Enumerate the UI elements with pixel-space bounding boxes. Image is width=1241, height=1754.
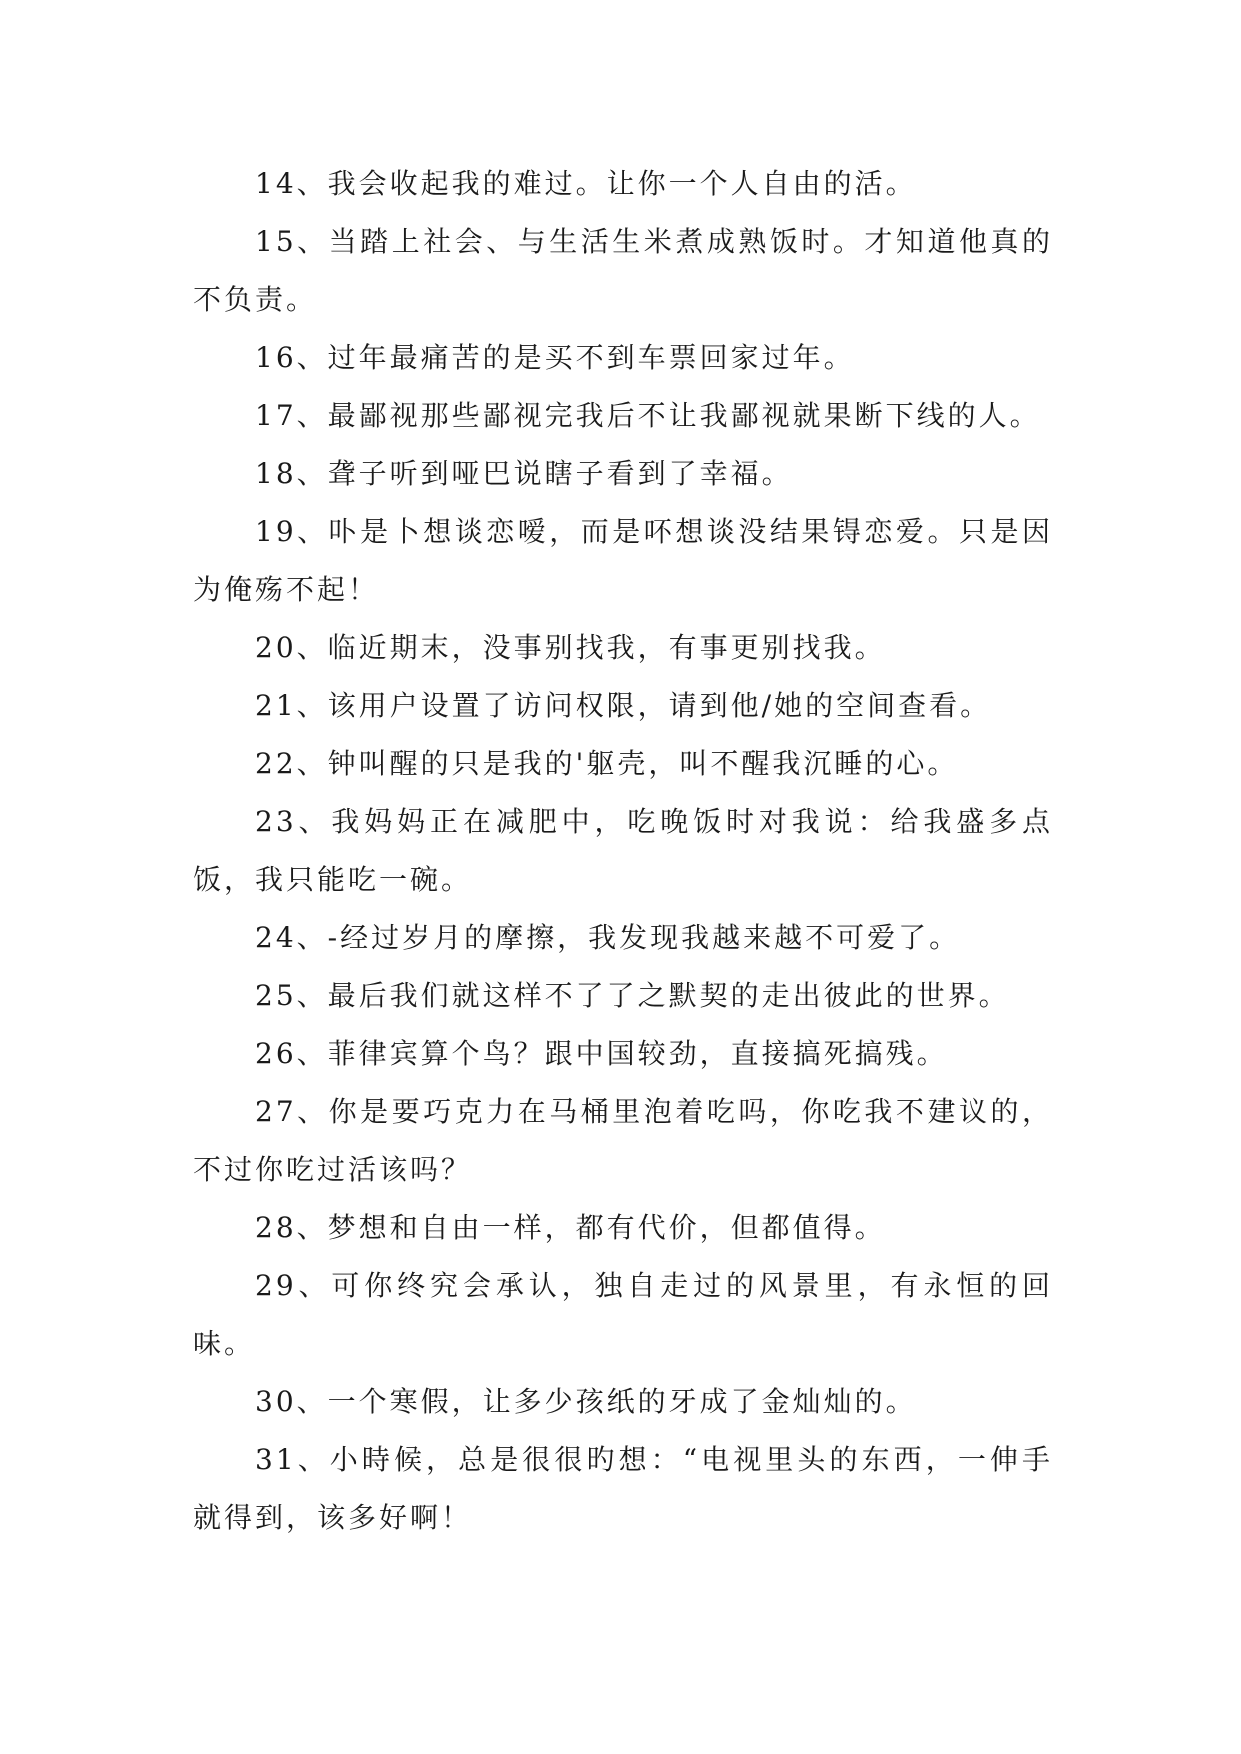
paragraph-17: 17、最鄙视那些鄙视完我后不让我鄙视就果断下线的人。 <box>255 399 1041 432</box>
paragraph-28: 28、梦想和自由一样，都有代价，但都值得。 <box>255 1211 886 1244</box>
paragraph-23: 23、我妈妈正在减肥中，吃晚饭时对我说：给我盛多点饭，我只能吃一碗。 <box>193 805 1053 896</box>
paragraph-16: 16、过年最痛苦的是买不到车票回家过年。 <box>255 341 855 374</box>
paragraph-18: 18、聋子听到哑巴说瞎子看到了幸福。 <box>255 457 793 490</box>
document-body <box>193 155 1053 1547</box>
paragraph-22: 22、钟叫醒的只是我的'躯壳，叫不醒我沉睡的心。 <box>255 747 959 780</box>
paragraph-25: 25、最后我们就这样不了了之默契的走出彼此的世界。 <box>255 979 1010 1012</box>
paragraph-24: 24、-经过岁月的摩擦，我发现我越来越不可爱了。 <box>255 921 961 954</box>
paragraph-19: 19、卟是卜想谈恋嗳，而是吥想谈没结果锝恋爱。只是因为俺殇不起！ <box>193 515 1053 606</box>
paragraph-29: 29、可你终究会承认，独自走过的风景里，有永恒的回味。 <box>193 1269 1053 1360</box>
paragraph-14: 14、我会收起我的难过。让你一个人自由的活。 <box>255 167 917 200</box>
paragraph-21: 21、该用户设置了访问权限，请到他/她的空间查看。 <box>255 689 992 722</box>
paragraph-31: 31、小時候，总是很很旳想：“电视里头的东西，一伸手就得到，该多好啊！ <box>193 1443 1053 1534</box>
paragraph-26: 26、菲律宾算个鸟？跟中国较劲，直接搞死搞残。 <box>255 1037 948 1070</box>
paragraph-20: 20、临近期末，没事别找我，有事更别找我。 <box>255 631 886 664</box>
paragraph-15: 15、当踏上社会、与生活生米煮成熟饭时。才知道他真的不负责。 <box>193 225 1053 316</box>
paragraph-27: 27、你是要巧克力在马桶里泡着吃吗，你吃我不建议的，不过你吃过活该吗？ <box>193 1095 1053 1186</box>
paragraph-30: 30、一个寒假，让多少孩纸的牙成了金灿灿的。 <box>255 1385 917 1418</box>
